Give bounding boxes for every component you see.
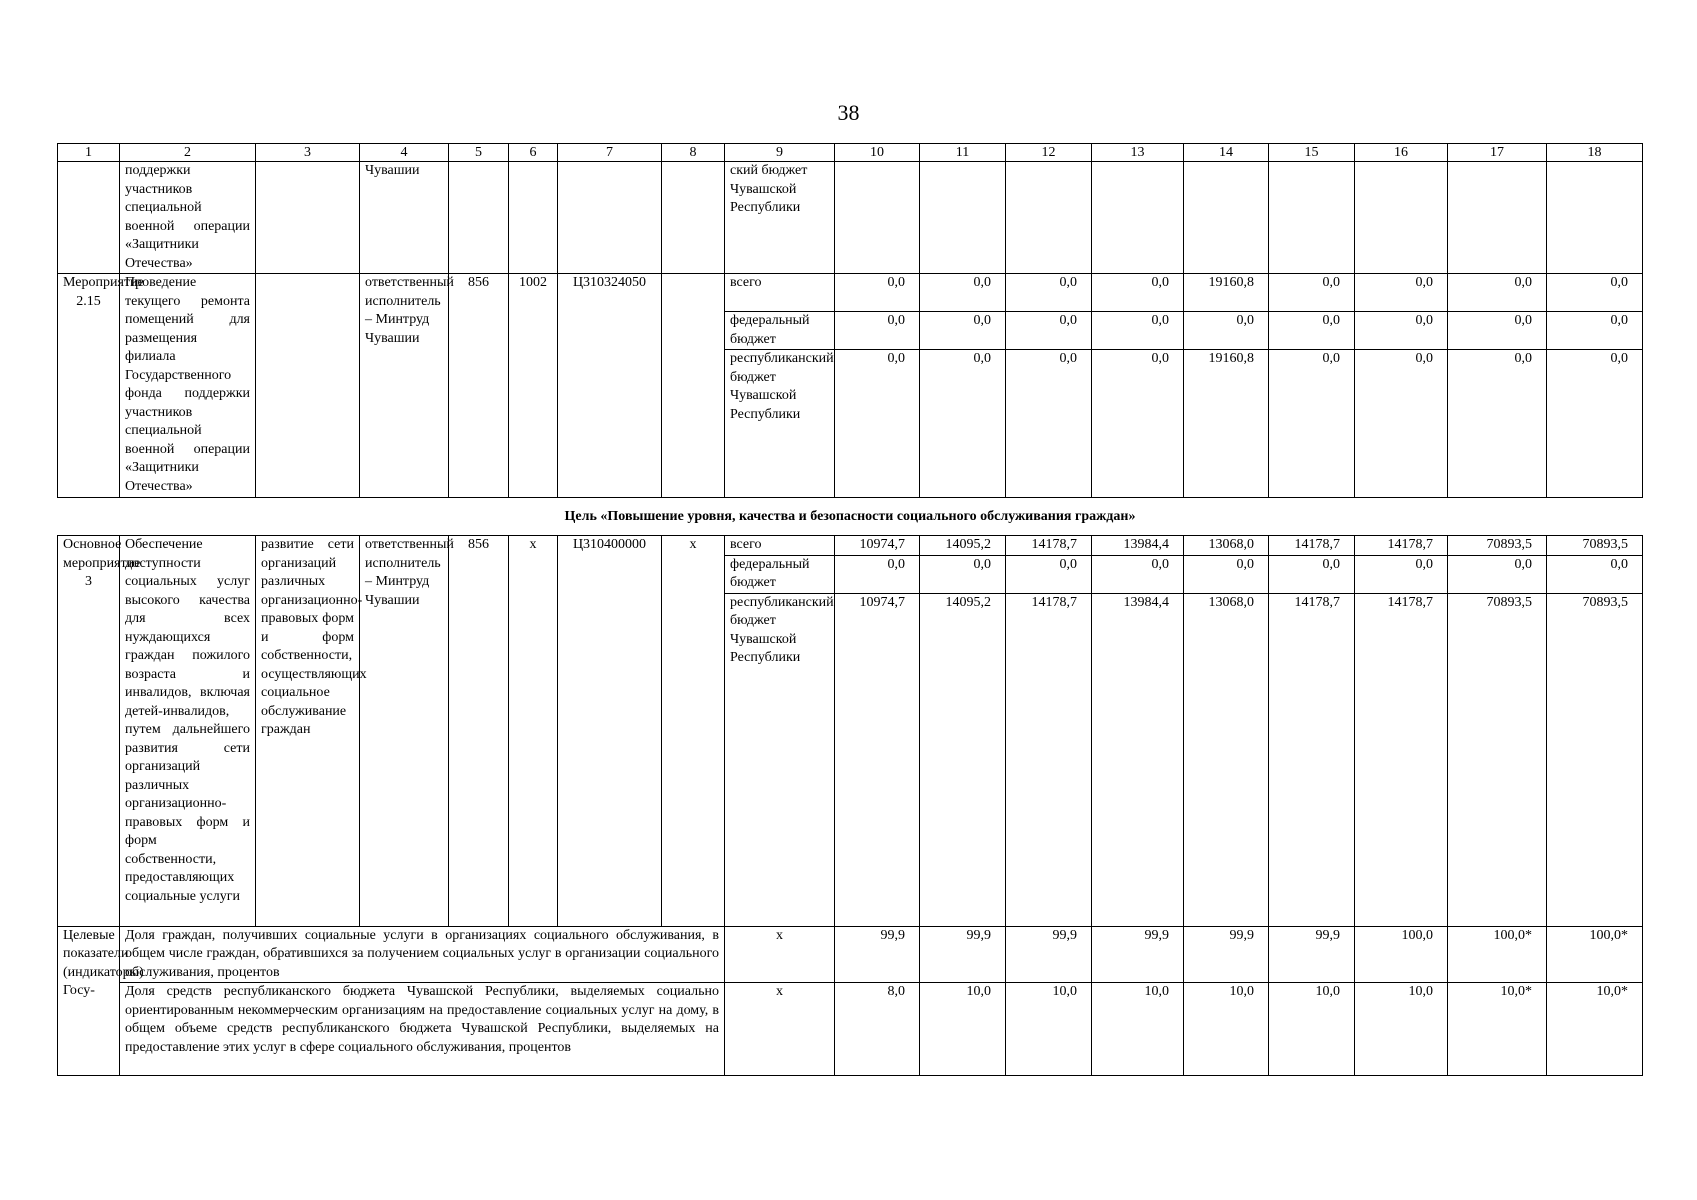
amount-cell: 0,0 (1092, 312, 1184, 350)
indicator-value: 10,0 (1269, 983, 1355, 1076)
amount-cell: 0,0 (1006, 312, 1092, 350)
amount-cell: 0,0 (1448, 350, 1547, 498)
event-row-2-15 (58, 274, 1643, 312)
indicator-value: 10,0 (1092, 983, 1184, 1076)
indicator-value: 100,0* (1547, 926, 1643, 983)
amount-cell: 0,0 (920, 555, 1006, 593)
amount-cell: 0,0 (1547, 555, 1643, 593)
page-number: 38 (837, 100, 860, 125)
amount-cell: 0,0 (1448, 274, 1547, 312)
column-number: 12 (1006, 144, 1092, 162)
amount-cell: 0,0 (835, 274, 920, 312)
amount-cell: 70893,5 (1547, 536, 1643, 556)
section-code: 1002 (509, 274, 558, 498)
target-article-code: Ц310400000 (558, 536, 662, 927)
amount-cell: 0,0 (1547, 274, 1643, 312)
indicator-text: Доля средств республиканского бюджета Чувашской Республики, выделяемых социально ориентированным некоммерческим организациям на предоставление социальных услуг на дому, в общем объеме средств республиканского бюджета Чувашской Республики, выделяемых на предоставление этих услуг в сфере социального обслуживания, процентов (120, 983, 725, 1076)
indicator-value: 10,0 (1184, 983, 1269, 1076)
amount-cell: 0,0 (920, 312, 1006, 350)
column-number: 10 (835, 144, 920, 162)
amount-cell: 0,0 (1448, 312, 1547, 350)
amount-cell: 0,0 (1355, 312, 1448, 350)
event-description: поддержки участников специальной военной операции «Защитники Отечества» (120, 162, 256, 274)
amount-cell: 14178,7 (1355, 593, 1448, 926)
amount-cell: 0,0 (1269, 274, 1355, 312)
target-article-code: Ц310324050 (558, 274, 662, 498)
column-number: 4 (360, 144, 449, 162)
amount-cell: 0,0 (1269, 312, 1355, 350)
goal-row (58, 498, 1643, 536)
amount-cell: 0,0 (1355, 350, 1448, 498)
amount-cell: 0,0 (1092, 555, 1184, 593)
column-number: 18 (1547, 144, 1643, 162)
ministry-code: 856 (449, 274, 509, 498)
amount-cell: 19160,8 (1184, 350, 1269, 498)
budget-table (57, 143, 1643, 1076)
amount-cell: 13068,0 (1184, 536, 1269, 556)
column-number: 1 (58, 144, 120, 162)
funding-source: ский бюджет Чувашской Республики (725, 162, 835, 274)
column-number: 3 (256, 144, 360, 162)
indicator-value: 99,9 (835, 926, 920, 983)
indicator-value: 99,9 (1006, 926, 1092, 983)
column-number: 14 (1184, 144, 1269, 162)
amount-cell: 0,0 (1355, 274, 1448, 312)
amount-cell: 0,0 (920, 274, 1006, 312)
column-number: 16 (1355, 144, 1448, 162)
amount-cell: 13984,4 (1092, 593, 1184, 926)
indicator-value: 10,0 (1355, 983, 1448, 1076)
event-purpose: развитие сети организаций различных организационно-правовых форм и форм собственности, осуществляющих социальное обслуживание граждан (256, 536, 360, 927)
amount-cell: 14095,2 (920, 593, 1006, 926)
indicator-value: 99,9 (920, 926, 1006, 983)
column-number: 6 (509, 144, 558, 162)
event-description: Проведение текущего ремонта помещений для размещения филиала Государственного фонда поддержки участников специальной военной операции «Защитники Отечества» (120, 274, 256, 498)
indicator-value: 99,9 (1092, 926, 1184, 983)
indicator-value: 10,0* (1448, 983, 1547, 1076)
indicator-value: 99,9 (1269, 926, 1355, 983)
event-code: Мероприятие 2.15 (58, 274, 120, 498)
amount-cell: 14178,7 (1355, 536, 1448, 556)
amount-cell: 0,0 (1547, 350, 1643, 498)
indicator-value: 10,0 (1006, 983, 1092, 1076)
amount-cell: 0,0 (1184, 312, 1269, 350)
indicator-row (58, 926, 1643, 983)
funding-source: республиканский бюджет Чувашской Республики (725, 350, 835, 498)
indicator-text: Доля граждан, получивших социальные услуги в организациях социального обслуживания, в общем числе граждан, обратившихся за получением социальных услуг в организации социального обслуживания, процентов (120, 926, 725, 983)
indicator-value: 10,0* (1547, 983, 1643, 1076)
amount-cell: 14178,7 (1006, 536, 1092, 556)
amount-cell: 0,0 (835, 350, 920, 498)
column-number: 2 (120, 144, 256, 162)
amount-cell: 0,0 (1184, 555, 1269, 593)
funding-source: федеральный бюджет (725, 555, 835, 593)
column-number: 8 (662, 144, 725, 162)
event-description: Обеспечение доступности социальных услуг высокого качества для всех нуждающихся граждан пожилого возраста и инвалидов, включая детей-инвалидов, путем дальнейшего развития сети организаций различных организационно-правовых форм и форм собственности, предоставляющих социальные услуги (120, 536, 256, 927)
amount-cell: 70893,5 (1448, 593, 1547, 926)
column-number: 11 (920, 144, 1006, 162)
amount-cell: 0,0 (1092, 350, 1184, 498)
column-number: 15 (1269, 144, 1355, 162)
amount-cell: 14178,7 (1006, 593, 1092, 926)
indicator-value: 8,0 (835, 983, 920, 1076)
amount-cell: 0,0 (1448, 555, 1547, 593)
continuation-row (58, 162, 1643, 274)
funding-source: республиканский бюджет Чувашской Республики (725, 593, 835, 926)
indicator-mark: х (725, 983, 835, 1076)
executor: ответственный исполнитель – Минтруд Чувашии (360, 536, 449, 927)
amount-cell: 13068,0 (1184, 593, 1269, 926)
column-number: 9 (725, 144, 835, 162)
amount-cell: 13984,4 (1092, 536, 1184, 556)
amount-cell: 0,0 (1006, 274, 1092, 312)
amount-cell: 14178,7 (1269, 536, 1355, 556)
amount-cell: 0,0 (1092, 274, 1184, 312)
amount-cell: 0,0 (1269, 555, 1355, 593)
indicator-value: 99,9 (1184, 926, 1269, 983)
executor: Чувашии (360, 162, 449, 274)
column-number: 5 (449, 144, 509, 162)
indicator-value: 100,0* (1448, 926, 1547, 983)
funding-source: всего (725, 536, 835, 556)
indicators-label: Целевые показатели (индикаторы) Госу- (58, 926, 120, 1076)
amount-cell: 0,0 (920, 350, 1006, 498)
amount-cell: 0,0 (1006, 350, 1092, 498)
funding-source: всего (725, 274, 835, 312)
column-number: 17 (1448, 144, 1547, 162)
column-number-row (58, 144, 1643, 162)
indicator-value: 100,0 (1355, 926, 1448, 983)
amount-cell: 10974,7 (835, 536, 920, 556)
amount-cell: 10974,7 (835, 593, 920, 926)
goal-title: Цель «Повышение уровня, качества и безопасности социального обслуживания граждан» (58, 498, 1643, 536)
amount-cell: 70893,5 (1448, 536, 1547, 556)
amount-cell: 0,0 (1269, 350, 1355, 498)
amount-cell: 0,0 (1006, 555, 1092, 593)
column-number: 13 (1092, 144, 1184, 162)
indicator-row (58, 983, 1643, 1076)
amount-cell: 0,0 (1355, 555, 1448, 593)
expense-type-code: х (662, 536, 725, 927)
main-event-row-3 (58, 536, 1643, 556)
executor: ответственный исполнитель – Минтруд Чувашии (360, 274, 449, 498)
indicator-mark: х (725, 926, 835, 983)
amount-cell: 0,0 (835, 555, 920, 593)
amount-cell: 0,0 (835, 312, 920, 350)
amount-cell: 19160,8 (1184, 274, 1269, 312)
indicator-value: 10,0 (920, 983, 1006, 1076)
section-code: х (509, 536, 558, 927)
amount-cell: 14178,7 (1269, 593, 1355, 926)
event-code: Основное мероприятие 3 (58, 536, 120, 927)
ministry-code: 856 (449, 536, 509, 927)
column-number: 7 (558, 144, 662, 162)
amount-cell: 14095,2 (920, 536, 1006, 556)
funding-source: федеральный бюджет (725, 312, 835, 350)
amount-cell: 0,0 (1547, 312, 1643, 350)
amount-cell: 70893,5 (1547, 593, 1643, 926)
